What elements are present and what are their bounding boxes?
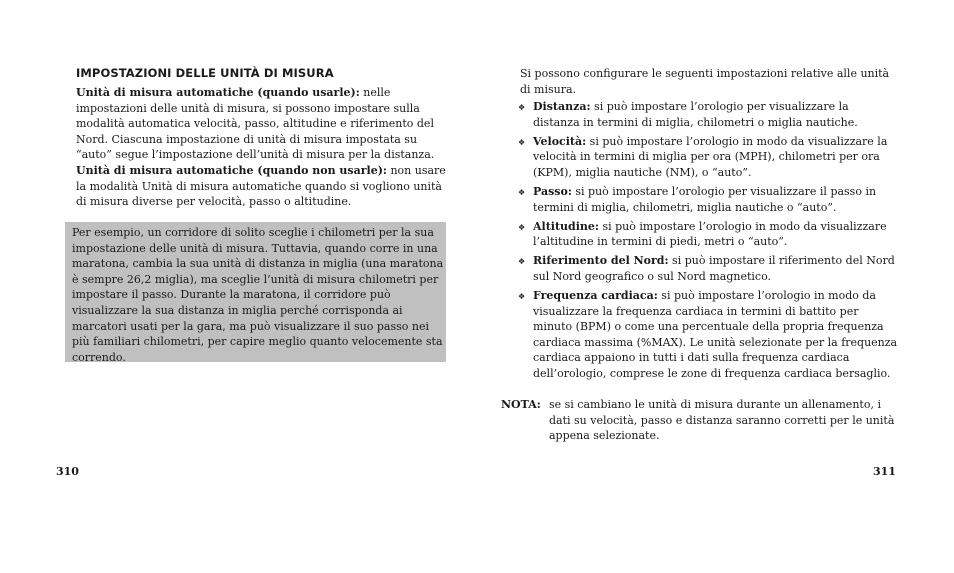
list-item	[518, 219, 898, 250]
bullet-icon: ❖	[518, 257, 526, 267]
settings-intro-paragraph: Si possono configurare le seguenti impostazioni relative alle unità di misura.	[520, 67, 890, 96]
section-heading: IMPOSTAZIONI DELLE UNITÀ DI MISURA	[76, 66, 334, 80]
page-number-left: 310	[56, 465, 79, 478]
list-item-label: Altitudine:	[533, 219, 599, 233]
list-item-label: Riferimento del Nord:	[533, 254, 669, 268]
list-item-label: Passo:	[533, 184, 572, 198]
page-number-right: 311	[873, 465, 896, 478]
list-item-text: si può impostare il riferimento del Nord sul Nord geografico o sul Nord magnetico.	[533, 254, 895, 283]
auto-units-when-not-to-use-text: non usare la modalità Unità di misura automatiche quando si vogliono unità di misura diverse per velocità, passo o altitudine.	[76, 164, 446, 209]
unit-settings-list	[518, 99, 898, 385]
note-block	[501, 397, 897, 444]
note-label: NOTA:	[501, 398, 541, 411]
bullet-icon: ❖	[518, 103, 526, 112]
list-item	[518, 99, 898, 130]
auto-units-when-to-use-paragraph	[76, 85, 454, 163]
auto-units-when-not-to-use-label: Unità di misura automatiche (quando non usarle):	[76, 164, 387, 177]
example-callout-text: Per esempio, un corridore di solito sceglie i chilometri per la sua impostazione delle unità di misura. Tuttavia, quando corre in una maratona, cambia la sua unità di distanza in miglia (una maratona è sempre 26,2 miglia), ma sceglie l’unità di misura chilometri per impostare il passo. Durante la maratona, il corridore può visualizzare la sua distanza in miglia perché corrisponda ai marcatori usati per la gara, ma può visualizzare il suo passo nei più familiari chilometri, per capire meglio quanto velocemente sta correndo.	[72, 226, 444, 364]
auto-units-when-not-to-use-paragraph	[76, 163, 454, 210]
list-item-text: si può impostare l’orologio per visualizzare la distanza in termini di miglia, chilometri o miglia nautiche.	[533, 100, 858, 129]
list-item	[518, 253, 898, 284]
list-item	[518, 288, 898, 382]
bullet-icon: ❖	[518, 222, 526, 232]
auto-units-when-to-use-text: nelle impostazioni delle unità di misura, si possono impostare sulla modalità automatica velocità, passo, altitudine e riferimento del Nord. Ciascuna impostazione di unità di misura impostata su “auto” segue l’impostazione dell’unità di misura per la distanza.	[76, 86, 435, 162]
list-item-text: si può impostare l’orologio in modo da visualizzare la frequenza cardiaca in termini di battito per minuto (BPM) o come una percentuale della propria frequenza cardiaca massima (%MAX). Le unità selezionate per la frequenza cardiaca appaiono in tutti i dati sulla frequenza cardiaca dell’orologio, comprese le zone di frequenza cardiaca bersaglio.	[533, 289, 898, 380]
list-item-text: si può impostare l’orologio in modo da visualizzare la velocità in termini di miglia per ora (MPH), chilometri per ora (KPM), miglia nautiche (NM), o “auto”.	[533, 134, 888, 179]
bullet-icon: ❖	[518, 137, 526, 147]
list-item-text: si può impostare l’orologio per visualizzare il passo in termini di miglia, chilometri, miglia nautiche o “auto”.	[533, 184, 877, 214]
list-item-label: Frequenza cardiaca:	[533, 289, 658, 303]
list-item	[518, 134, 898, 181]
auto-units-when-to-use-label: Unità di misura automatiche (quando usarle):	[76, 86, 360, 99]
note-text: se si cambiano le unità di misura durante un allenamento, i dati su velocità, passo e distanza saranno corretti per le unità appena selezionate.	[549, 398, 895, 443]
bullet-icon: ❖	[518, 292, 526, 302]
list-item-label: Distanza:	[533, 100, 591, 113]
list-item	[518, 184, 898, 215]
list-item-label: Velocità:	[533, 134, 587, 148]
bullet-icon: ❖	[518, 187, 526, 197]
list-item-text: si può impostare l’orologio in modo da visualizzare l’altitudine in termini di piedi, metri o “auto”.	[533, 219, 887, 249]
